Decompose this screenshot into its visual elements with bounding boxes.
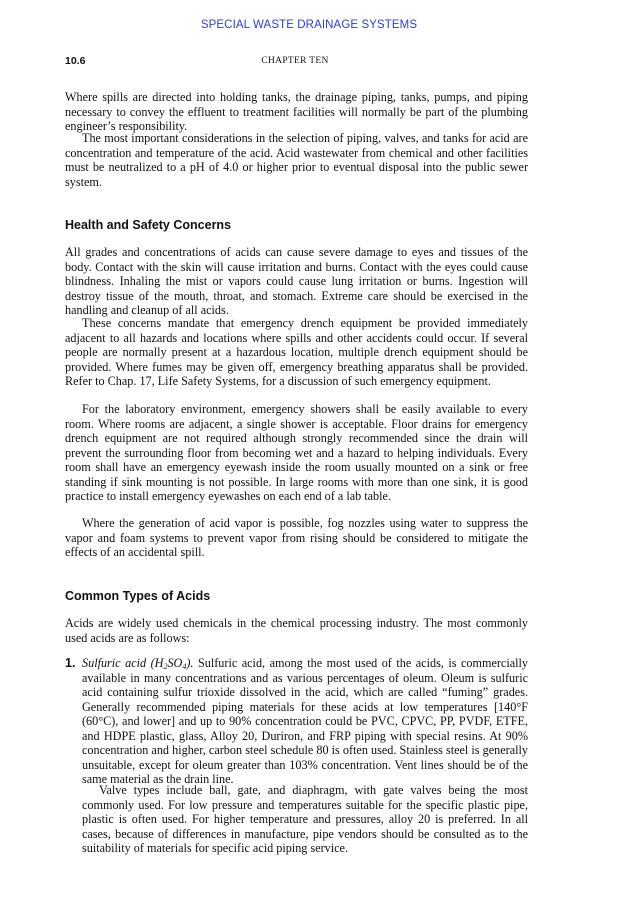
- health-paragraph-1: All grades and concentrations of acids can cause severe damage to eyes and tissues of the body. Contact with the skin will cause irritation and burns. Contact with the eyes could cause blindness. Inhaling the mist or vapors could cause lung irritation or burns. Ingestion will destroy tissue of the mouth, throat, and stomach. Extreme care should be exercised in the handling and cleanup of all acids.: [65, 245, 528, 317]
- acids-intro-paragraph: Acids are widely used chemicals in the chemical processing industry. The most commonly used acids are as follows:: [65, 616, 528, 645]
- section-heading-common-acids: Common Types of Acids: [65, 589, 211, 603]
- list-item-sulfuric-acid: [82, 656, 528, 787]
- running-header: SPECIAL WASTE DRAINAGE SYSTEMS: [200, 19, 418, 31]
- intro-paragraph-1: Where spills are directed into holding tanks, the drainage piping, tanks, pumps, and piping necessary to convey the effluent to treatment facilities will normally be part of the plumbing engineer’s responsibility.: [65, 90, 528, 133]
- health-paragraph-2: These concerns mandate that emergency drench equipment be provided immediately adjacent to all hazards and locations where spills and other accidents could occur. If several people are normally present at a hazardous location, multiple drench equipment should be provided. Where fumes may be given off, emergency breathing apparatus shall be provided. Refer to Chap. 17, Life Safety Systems, for a discussion of such emergency equipment.: [65, 316, 528, 388]
- list-item-number: 1.: [65, 656, 76, 670]
- intro-paragraph-2: The most important considerations in the selection of piping, valves, and tanks for acid are concentration and temperature of the acid. Acid wastewater from chemical and other facilities must be neutralized to a pH of 4.0 or higher prior to eventual disposal into the public sewer system.: [65, 131, 528, 189]
- section-heading-health-safety: Health and Safety Concerns: [65, 218, 232, 232]
- health-paragraph-4: Where the generation of acid vapor is possible, fog nozzles using water to suppress the vapor and foam systems to prevent vapor from rising should be considered to mitigate the effects of an accidental spill.: [65, 516, 528, 559]
- acid-description: Sulfuric acid, among the most used of the acids, is commercially available in many concentrations and as various percentages of oleum. Oleum is sulfuric acid containing sulfur trioxide dissolved in the acid, which are called “fuming” grades. Generally recommended piping materials for these acids at low temperatures [140°F (60°C), and lower] and up to 90% concentration could be PVC, CPVC, PP, PVDF, ETFE, and HDPE plastic, glass, Alloy 20, Duriron, and FRP piping with special resins. At 90% concentration and higher, carbon steel schedule 80 is often used. Stainless steel is generally unsuitable, except for oleum greater than 103% concentration. Vent lines should be of the same material as the drain line.: [82, 656, 528, 786]
- page-number: 10.6: [65, 55, 86, 67]
- chapter-label: CHAPTER TEN: [261, 56, 329, 66]
- list-item-valve-paragraph: Valve types include ball, gate, and diaphragm, with gate valves being the most commonly used. For low pressure and temperatures suitable for the specific plastic pipe, plastic is often used. For higher temperature and pressures, alloy 20 is preferred. In all cases, because of differences in manufacture, pipe vendors should be consulted as to the suitability of materials for specific acid piping service.: [82, 783, 528, 855]
- health-paragraph-3: For the laboratory environment, emergency showers shall be easily available to every room. Where rooms are adjacent, a single shower is acceptable. Floor drains for emergency drench equipment are not required although strongly recommended since the drain will prevent the surrounding floor from becoming wet and a hazard to helping individuals. Every room shall have an emergency eyewash inside the room usually mounted on a sink or free standing if sink mounting is not possible. In large rooms with more than one sink, it is good practice to install emergency eyewashes on each end of a lab table.: [65, 402, 528, 503]
- acid-name: Sulfuric acid $(H_2SO_4)$.: [82, 656, 194, 671]
